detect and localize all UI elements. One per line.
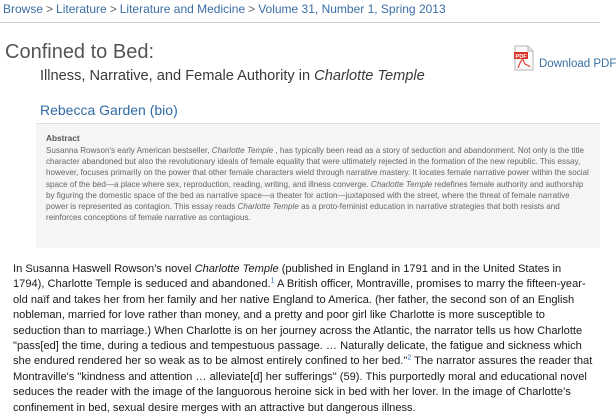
svg-text:PDF: PDF <box>515 53 527 60</box>
breadcrumb-separator: > <box>46 2 54 16</box>
body-text: The narrator assures the reader that Montraville's "kindness and attention … alleviate[d] her sufferings" (59). This purportedly moral and educational novel seduces the reader with the image of the languorous heroine sick in bed with her lover. In the image of Charlotte's confinement in bed, sexual desire merges with an attractive but dangerous illness. <box>13 355 593 414</box>
body-footnote-link[interactable]: 2 <box>407 354 412 362</box>
subtitle-text: Illness, Narrative, and Female Authority in <box>40 68 315 84</box>
body-footnote-link[interactable]: 1 <box>270 277 275 285</box>
abstract-section <box>36 123 600 248</box>
body-book-title: Charlotte Temple <box>194 263 279 275</box>
article-body-paragraph <box>13 262 595 416</box>
abstract-book-title: Charlotte Temple <box>370 179 433 189</box>
breadcrumb-browse-link[interactable]: Browse <box>3 2 44 16</box>
breadcrumb-separator: > <box>248 2 256 16</box>
breadcrumb-literature-link[interactable]: Literature <box>56 2 107 16</box>
abstract-text: as a proto-feminist education in narrative strategies that both resists and reinforces conceptions of female narrative as contagious. <box>46 202 560 223</box>
pdf-file-icon <box>514 45 534 71</box>
header-divider <box>0 22 600 23</box>
abstract-book-title: Charlotte Temple <box>211 146 274 155</box>
breadcrumb <box>3 2 446 16</box>
abstract-text: , has typically been read as a story of seduction and abandonment. Not only is the title character abandoned but also the revolutionary ideals of female equality that were ultimately rejected in the formation of the new republic. This essay, however, focuses primarily on the power that other female characters wield through narrative mastery. It locates female narrative power within the social space of the bed—a place where sex, reproduction, reading, writing, and illness converge. <box>46 146 589 189</box>
body-text: A British officer, Montraville, promises to marry the fifteen-year-old naïf and takes her from her family and her native England to America. (her father, the second son of an English nobleman, married for love rather than money, and a pretty and poor girl like Charlotte is more susceptible to seduction than to marriage.) When Charlotte is on her journey across the Atlantic, the narrator tells us how Charlotte "pass[ed] the time, during a tedious and tempestuous passage. … Naturally delicate, the fatigue and sickness which she endured rendered her so weak as to be almost entirely confined to her bed." <box>13 278 586 368</box>
body-text: In Susanna Haswell Rowson's novel <box>13 263 195 275</box>
abstract-heading: Abstract <box>46 133 80 143</box>
breadcrumb-issue-link[interactable]: Volume 31, Number 1, Spring 2013 <box>258 2 446 16</box>
download-pdf-button[interactable] <box>514 45 616 79</box>
breadcrumb-journal-link[interactable]: Literature and Medicine <box>119 2 246 16</box>
article-title: Confined to Bed: <box>5 41 154 63</box>
download-pdf-label: Download PDF <box>539 58 616 70</box>
abstract-book-title: Charlotte Temple <box>237 202 299 212</box>
breadcrumb-separator: > <box>109 2 117 16</box>
author-link[interactable]: Rebecca Garden (bio) <box>40 102 178 118</box>
abstract-text: redefines female authority and authorship by figuring the domestic space of the bed as narrative space—a theater for action—juxtaposed with the street, where the threat of female narrative power is represented as contagion. This essay reads <box>46 179 584 212</box>
body-text: (published in England in 1791 and in the United States in 1794), Charlotte Temple is seduced and abandoned. <box>13 263 562 291</box>
abstract-text <box>46 145 591 223</box>
article-subtitle <box>40 68 425 84</box>
abstract-text: Susanna Rowson's early American bestseller, <box>46 146 212 155</box>
subtitle-book-title: Charlotte Temple <box>314 68 425 84</box>
